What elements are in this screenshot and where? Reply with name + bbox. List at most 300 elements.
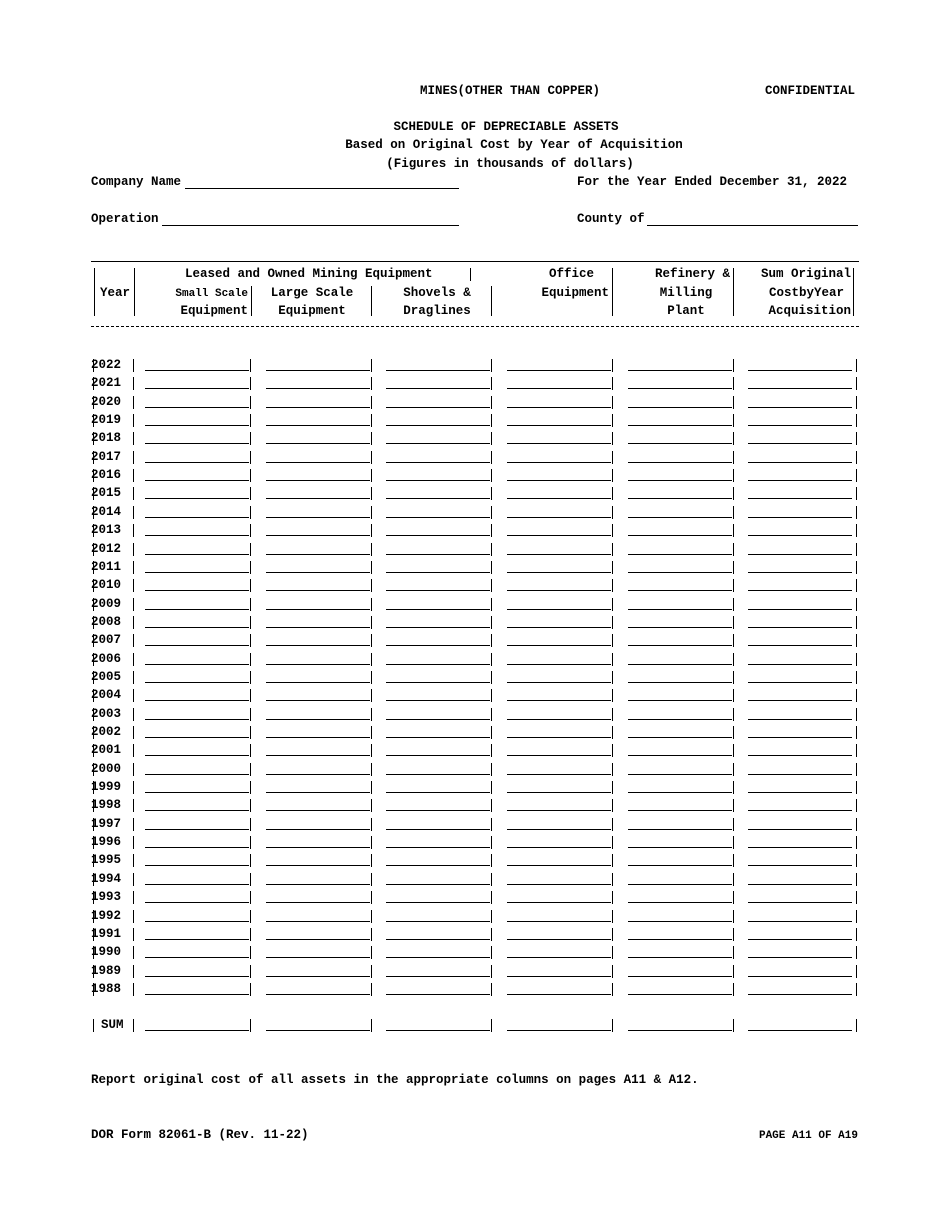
- row-bar: [133, 836, 134, 849]
- amount-input[interactable]: [145, 957, 249, 958]
- amount-input[interactable]: [507, 939, 611, 940]
- row-bar: [371, 689, 372, 702]
- row-bar: [250, 451, 251, 464]
- amount-input[interactable]: [628, 865, 732, 866]
- amount-input[interactable]: [145, 370, 249, 371]
- amount-input[interactable]: [507, 425, 611, 426]
- row-bar: [491, 451, 492, 464]
- county-field[interactable]: [647, 225, 858, 226]
- amount-input[interactable]: [145, 425, 249, 426]
- amount-input[interactable]: [386, 443, 490, 444]
- amount-input[interactable]: [748, 810, 852, 811]
- amount-input[interactable]: [748, 921, 852, 922]
- amount-input[interactable]: [628, 645, 732, 646]
- amount-input[interactable]: [628, 388, 732, 389]
- row-bar: [612, 671, 613, 684]
- amount-input[interactable]: [266, 902, 370, 903]
- amount-input[interactable]: [145, 755, 249, 756]
- amount-input[interactable]: [266, 590, 370, 591]
- amount-input[interactable]: [386, 517, 490, 518]
- amount-input[interactable]: [145, 810, 249, 811]
- amount-input[interactable]: [628, 443, 732, 444]
- amount-input[interactable]: [266, 609, 370, 610]
- amount-input[interactable]: [628, 829, 732, 830]
- amount-input[interactable]: [386, 774, 490, 775]
- row-bar: [250, 744, 251, 757]
- amount-input[interactable]: [266, 535, 370, 536]
- amount-input[interactable]: [507, 645, 611, 646]
- amount-input[interactable]: [748, 792, 852, 793]
- amount-input[interactable]: [386, 554, 490, 555]
- amount-input[interactable]: [507, 737, 611, 738]
- row-bar: [856, 928, 857, 941]
- amount-input[interactable]: [628, 884, 732, 885]
- row-bar: [133, 726, 134, 739]
- amount-input[interactable]: [266, 388, 370, 389]
- amount-input[interactable]: [507, 609, 611, 610]
- amount-input[interactable]: [266, 810, 370, 811]
- amount-input[interactable]: [266, 664, 370, 665]
- amount-input[interactable]: [266, 939, 370, 940]
- amount-input[interactable]: [748, 498, 852, 499]
- amount-input[interactable]: [266, 719, 370, 720]
- amount-input[interactable]: [507, 957, 611, 958]
- row-bar: [856, 377, 857, 390]
- row-bar: [733, 634, 734, 647]
- amount-input[interactable]: [748, 572, 852, 573]
- row-bar: [491, 836, 492, 849]
- header-bar: [371, 286, 372, 316]
- amount-input[interactable]: [507, 498, 611, 499]
- row-bar: [133, 965, 134, 978]
- row-bar: [250, 616, 251, 629]
- amount-input[interactable]: [386, 370, 490, 371]
- row-bar: [612, 469, 613, 482]
- amount-input[interactable]: [628, 921, 732, 922]
- amount-input[interactable]: [266, 498, 370, 499]
- amount-input[interactable]: [507, 370, 611, 371]
- amount-input[interactable]: [145, 902, 249, 903]
- amount-input[interactable]: [748, 939, 852, 940]
- operation-field[interactable]: [162, 225, 459, 226]
- amount-input[interactable]: [507, 480, 611, 481]
- amount-input[interactable]: [748, 609, 852, 610]
- row-bar: [250, 598, 251, 611]
- amount-input[interactable]: [266, 755, 370, 756]
- amount-input[interactable]: [386, 480, 490, 481]
- amount-input[interactable]: [266, 627, 370, 628]
- amount-input[interactable]: [145, 865, 249, 866]
- amount-input[interactable]: [507, 664, 611, 665]
- amount-input[interactable]: [386, 407, 490, 408]
- amount-input[interactable]: [386, 902, 490, 903]
- row-bar: [491, 543, 492, 556]
- amount-input[interactable]: [266, 572, 370, 573]
- amount-input[interactable]: [145, 719, 249, 720]
- amount-input[interactable]: [145, 774, 249, 775]
- amount-input[interactable]: [628, 847, 732, 848]
- amount-input[interactable]: [145, 700, 249, 701]
- amount-input[interactable]: [386, 865, 490, 866]
- amount-input[interactable]: [628, 498, 732, 499]
- amount-input[interactable]: [145, 462, 249, 463]
- amount-input[interactable]: [507, 976, 611, 977]
- row-bar: [371, 487, 372, 500]
- amount-input[interactable]: [507, 994, 611, 995]
- amount-input[interactable]: [748, 976, 852, 977]
- amount-input[interactable]: [628, 994, 732, 995]
- amount-input[interactable]: [628, 939, 732, 940]
- row-bar: [371, 653, 372, 666]
- row-bar: [133, 983, 134, 996]
- amount-input[interactable]: [145, 994, 249, 995]
- amount-input[interactable]: [507, 829, 611, 830]
- amount-input[interactable]: [507, 443, 611, 444]
- amount-input[interactable]: [386, 792, 490, 793]
- row-bar: [491, 799, 492, 812]
- amount-input[interactable]: [145, 407, 249, 408]
- amount-input[interactable]: [628, 1030, 732, 1031]
- header-bar: [134, 268, 135, 316]
- amount-input[interactable]: [266, 921, 370, 922]
- row-bar: [856, 744, 857, 757]
- amount-input[interactable]: [145, 847, 249, 848]
- row-bar: [856, 616, 857, 629]
- amount-input[interactable]: [507, 755, 611, 756]
- amount-input[interactable]: [386, 976, 490, 977]
- amount-input[interactable]: [145, 664, 249, 665]
- amount-input[interactable]: [507, 590, 611, 591]
- amount-input[interactable]: [628, 755, 732, 756]
- row-year-label: 2000: [91, 762, 122, 776]
- row-bar: [491, 965, 492, 978]
- amount-input[interactable]: [145, 443, 249, 444]
- row-bar: [856, 891, 857, 904]
- amount-input[interactable]: [386, 535, 490, 536]
- row-bar: [93, 653, 94, 666]
- amount-input[interactable]: [386, 829, 490, 830]
- amount-input[interactable]: [145, 682, 249, 683]
- amount-input[interactable]: [628, 590, 732, 591]
- amount-input[interactable]: [386, 939, 490, 940]
- row-year-label: 2005: [91, 670, 122, 684]
- amount-input[interactable]: [386, 1030, 490, 1031]
- amount-input[interactable]: [386, 645, 490, 646]
- amount-input[interactable]: [507, 407, 611, 408]
- amount-input[interactable]: [507, 902, 611, 903]
- row-bar: [250, 763, 251, 776]
- company-name-field[interactable]: [185, 188, 459, 189]
- row-bar: [491, 469, 492, 482]
- amount-input[interactable]: [386, 590, 490, 591]
- row-bar: [93, 634, 94, 647]
- amount-input[interactable]: [748, 425, 852, 426]
- row-year-label: 2016: [91, 468, 122, 482]
- row-year-label: 1989: [91, 964, 122, 978]
- amount-input[interactable]: [628, 792, 732, 793]
- amount-input[interactable]: [748, 535, 852, 536]
- amount-input[interactable]: [628, 737, 732, 738]
- row-bar: [733, 781, 734, 794]
- amount-input[interactable]: [748, 865, 852, 866]
- amount-input[interactable]: [145, 535, 249, 536]
- amount-input[interactable]: [386, 425, 490, 426]
- amount-input[interactable]: [628, 425, 732, 426]
- amount-input[interactable]: [266, 370, 370, 371]
- amount-input[interactable]: [628, 774, 732, 775]
- mining-equipment-group-header: Leased and Owned Mining Equipment: [185, 267, 433, 281]
- amount-input[interactable]: [145, 829, 249, 830]
- amount-input[interactable]: [386, 627, 490, 628]
- amount-input[interactable]: [628, 719, 732, 720]
- amount-input[interactable]: [748, 462, 852, 463]
- row-bar: [371, 469, 372, 482]
- amount-input[interactable]: [628, 810, 732, 811]
- instructions-note: Report original cost of all assets in the appropriate columns on pages A11 & A12.: [91, 1073, 699, 1087]
- amount-input[interactable]: [507, 884, 611, 885]
- row-bar: [612, 763, 613, 776]
- amount-input[interactable]: [266, 517, 370, 518]
- amount-input[interactable]: [748, 737, 852, 738]
- amount-input[interactable]: [628, 480, 732, 481]
- amount-input[interactable]: [266, 425, 370, 426]
- amount-input[interactable]: [145, 1030, 249, 1031]
- row-bar: [733, 818, 734, 831]
- row-bar: [733, 653, 734, 666]
- amount-input[interactable]: [145, 572, 249, 573]
- amount-input[interactable]: [628, 370, 732, 371]
- amount-input[interactable]: [386, 755, 490, 756]
- amount-input[interactable]: [266, 407, 370, 408]
- amount-input[interactable]: [386, 664, 490, 665]
- amount-input[interactable]: [507, 554, 611, 555]
- amount-input[interactable]: [507, 847, 611, 848]
- row-bar: [733, 598, 734, 611]
- amount-input[interactable]: [145, 921, 249, 922]
- amount-input[interactable]: [145, 517, 249, 518]
- amount-input[interactable]: [748, 755, 852, 756]
- amount-input[interactable]: [507, 462, 611, 463]
- row-bar: [250, 1019, 251, 1032]
- row-bar: [133, 910, 134, 923]
- amount-input[interactable]: [748, 700, 852, 701]
- amount-input[interactable]: [507, 810, 611, 811]
- amount-input[interactable]: [386, 462, 490, 463]
- amount-input[interactable]: [507, 700, 611, 701]
- amount-input[interactable]: [628, 535, 732, 536]
- amount-input[interactable]: [266, 480, 370, 481]
- amount-input[interactable]: [386, 737, 490, 738]
- amount-input[interactable]: [145, 480, 249, 481]
- amount-input[interactable]: [386, 572, 490, 573]
- row-bar: [856, 414, 857, 427]
- row-bar: [93, 799, 94, 812]
- amount-input[interactable]: [748, 829, 852, 830]
- amount-input[interactable]: [386, 682, 490, 683]
- row-bar: [733, 891, 734, 904]
- row-bar: [856, 854, 857, 867]
- amount-input[interactable]: [266, 645, 370, 646]
- amount-input[interactable]: [748, 664, 852, 665]
- row-bar: [93, 598, 94, 611]
- amount-input[interactable]: [266, 443, 370, 444]
- amount-input[interactable]: [145, 609, 249, 610]
- row-year-label: 2001: [91, 743, 122, 757]
- row-bar: [491, 726, 492, 739]
- row-bar: [133, 506, 134, 519]
- sum-header-3: Acquisition: [768, 304, 851, 318]
- amount-input[interactable]: [386, 388, 490, 389]
- amount-input[interactable]: [507, 774, 611, 775]
- amount-input[interactable]: [748, 719, 852, 720]
- amount-input[interactable]: [748, 370, 852, 371]
- large-scale-header-2: Equipment: [278, 304, 346, 318]
- amount-input[interactable]: [266, 554, 370, 555]
- row-bar: [612, 653, 613, 666]
- amount-input[interactable]: [507, 865, 611, 866]
- row-bar: [250, 359, 251, 372]
- page-number: PAGE A11 OF A19: [758, 1130, 858, 1142]
- amount-input[interactable]: [628, 462, 732, 463]
- amount-input[interactable]: [748, 407, 852, 408]
- row-bar: [133, 487, 134, 500]
- amount-input[interactable]: [748, 645, 852, 646]
- amount-input[interactable]: [266, 865, 370, 866]
- amount-input[interactable]: [628, 572, 732, 573]
- amount-input[interactable]: [266, 829, 370, 830]
- amount-input[interactable]: [145, 792, 249, 793]
- amount-input[interactable]: [386, 810, 490, 811]
- amount-input[interactable]: [266, 700, 370, 701]
- amount-input[interactable]: [748, 590, 852, 591]
- row-bar: [93, 524, 94, 537]
- amount-input[interactable]: [748, 994, 852, 995]
- amount-input[interactable]: [266, 994, 370, 995]
- amount-input[interactable]: [748, 388, 852, 389]
- amount-input[interactable]: [266, 774, 370, 775]
- amount-input[interactable]: [628, 682, 732, 683]
- amount-input[interactable]: [507, 517, 611, 518]
- amount-input[interactable]: [748, 480, 852, 481]
- row-bar: [733, 506, 734, 519]
- amount-input[interactable]: [748, 554, 852, 555]
- amount-input[interactable]: [386, 921, 490, 922]
- amount-input[interactable]: [628, 627, 732, 628]
- row-bar: [371, 432, 372, 445]
- row-bar: [93, 359, 94, 372]
- amount-input[interactable]: [628, 976, 732, 977]
- amount-input[interactable]: [145, 388, 249, 389]
- amount-input[interactable]: [748, 517, 852, 518]
- amount-input[interactable]: [507, 572, 611, 573]
- amount-input[interactable]: [386, 700, 490, 701]
- amount-input[interactable]: [386, 847, 490, 848]
- amount-input[interactable]: [628, 957, 732, 958]
- amount-input[interactable]: [507, 388, 611, 389]
- row-bar: [250, 965, 251, 978]
- amount-input[interactable]: [748, 957, 852, 958]
- amount-input[interactable]: [628, 517, 732, 518]
- amount-input[interactable]: [266, 957, 370, 958]
- row-bar: [856, 653, 857, 666]
- shovels-header-2: Draglines: [403, 304, 471, 318]
- amount-input[interactable]: [748, 627, 852, 628]
- amount-input[interactable]: [145, 884, 249, 885]
- form-title: SCHEDULE OF DEPRECIABLE ASSETS: [393, 120, 619, 134]
- row-bar: [93, 579, 94, 592]
- amount-input[interactable]: [628, 609, 732, 610]
- row-bar: [612, 359, 613, 372]
- amount-input[interactable]: [628, 902, 732, 903]
- amount-input[interactable]: [266, 737, 370, 738]
- amount-input[interactable]: [266, 462, 370, 463]
- amount-input[interactable]: [628, 407, 732, 408]
- amount-input[interactable]: [748, 443, 852, 444]
- amount-input[interactable]: [507, 792, 611, 793]
- amount-input[interactable]: [145, 554, 249, 555]
- amount-input[interactable]: [507, 535, 611, 536]
- amount-input[interactable]: [628, 664, 732, 665]
- refinery-header-2: Milling: [659, 286, 713, 300]
- refinery-header: Refinery &: [654, 267, 730, 281]
- row-bar: [733, 763, 734, 776]
- row-bar: [93, 469, 94, 482]
- amount-input[interactable]: [507, 719, 611, 720]
- row-year-label: 1999: [91, 780, 122, 794]
- amount-input[interactable]: [748, 884, 852, 885]
- amount-input[interactable]: [386, 498, 490, 499]
- row-bar: [93, 414, 94, 427]
- row-bar: [133, 524, 134, 537]
- amount-input[interactable]: [507, 682, 611, 683]
- amount-input[interactable]: [386, 719, 490, 720]
- amount-input[interactable]: [386, 994, 490, 995]
- amount-input[interactable]: [145, 737, 249, 738]
- row-bar: [93, 1019, 94, 1032]
- amount-input[interactable]: [748, 682, 852, 683]
- row-bar: [612, 616, 613, 629]
- amount-input[interactable]: [145, 645, 249, 646]
- amount-input[interactable]: [507, 921, 611, 922]
- amount-input[interactable]: [145, 627, 249, 628]
- amount-input[interactable]: [748, 1030, 852, 1031]
- amount-input[interactable]: [748, 847, 852, 848]
- amount-input[interactable]: [266, 847, 370, 848]
- amount-input[interactable]: [507, 1030, 611, 1031]
- amount-input[interactable]: [266, 792, 370, 793]
- amount-input[interactable]: [266, 1030, 370, 1031]
- amount-input[interactable]: [145, 498, 249, 499]
- amount-input[interactable]: [507, 627, 611, 628]
- amount-input[interactable]: [748, 774, 852, 775]
- amount-input[interactable]: [386, 884, 490, 885]
- amount-input[interactable]: [386, 609, 490, 610]
- amount-input[interactable]: [145, 939, 249, 940]
- amount-input[interactable]: [266, 976, 370, 977]
- row-bar: [93, 836, 94, 849]
- row-bar: [733, 744, 734, 757]
- amount-input[interactable]: [266, 884, 370, 885]
- amount-input[interactable]: [266, 682, 370, 683]
- amount-input[interactable]: [628, 554, 732, 555]
- row-bar: [371, 928, 372, 941]
- amount-input[interactable]: [748, 902, 852, 903]
- amount-input[interactable]: [628, 700, 732, 701]
- amount-input[interactable]: [145, 590, 249, 591]
- amount-input[interactable]: [386, 957, 490, 958]
- row-bar: [733, 543, 734, 556]
- amount-input[interactable]: [145, 976, 249, 977]
